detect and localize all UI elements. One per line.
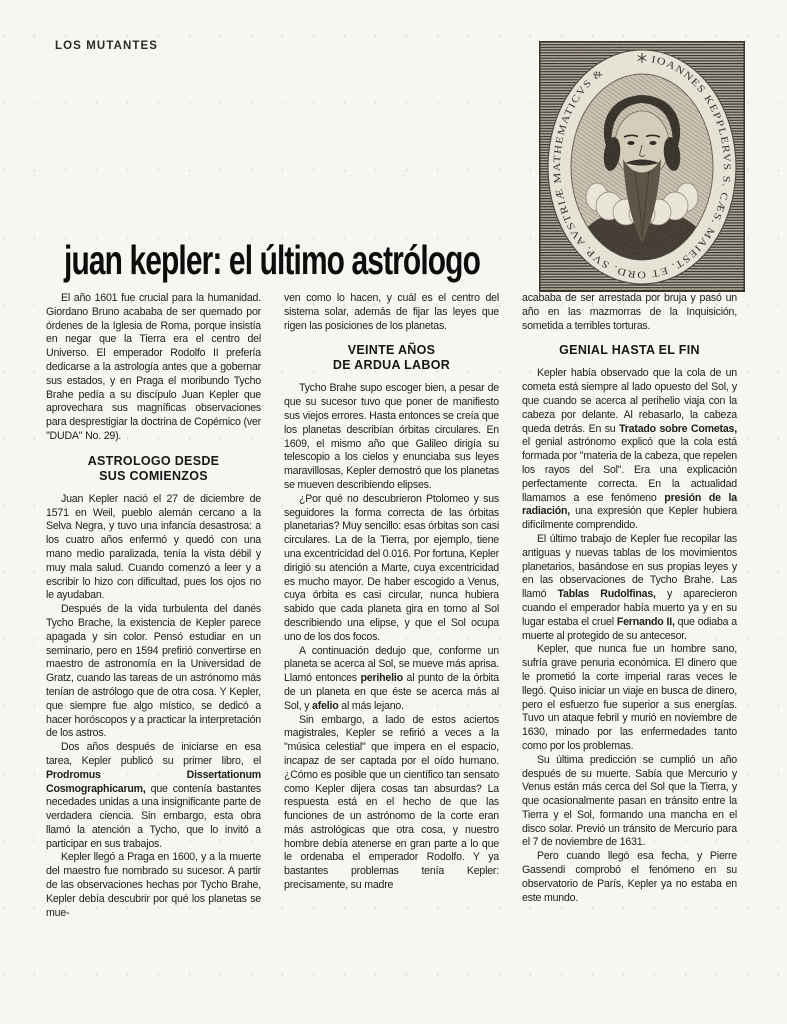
paragraph: ¿Por qué no descubrieron Ptolomeo y sus seguidores la forma correcta de las órbitas planetarias? Muy sencillo: esas órbitas son casi circulares. La de la Tierra, por ejemplo, tiene una excentricidad del 0.016. Por fortuna, Kepler dirigió su atención a Marte, cuya excentricidad es mucho mayor. De haber escogido a Venus, cuya órbita es casi circular, nunca hubiera sabido que cada planeta gira en torno al Sol describiendo una elipse, y que el Sol ocupa uno de los dos focos. <box>284 492 499 643</box>
article-column-3 <box>522 292 737 905</box>
paragraph: A continuación dedujo que, conforme un planeta se acerca al Sol, se mueve más aprisa. Llamó entonces perihelio al punto de la órbita de un planeta en que éste se acerca más al Sol, y afelio al más lejano. <box>284 644 499 712</box>
paragraph: Kepler llegó a Praga en 1600, y a la muerte del maestro fue nombrado su sucesor. A partir de las observaciones hechas por Tycho Brahe, Kepler debía descubrir por qué los planetas se mue- <box>46 851 261 919</box>
paragraph: Después de la vida turbulenta del danés Tycho Brache, la existencia de Kepler parece apagada y sin color. Pensó estudiar en un seminario, pero en 1594 prefirió convertirse en maestro de astronomía en la Universidad de Gratz, cuando las tareas de un astrónomo más tenían de astrólogo que de otra cosa. Y Kepler, que siempre fue algo místico, se dedicó a hacer horóscopos y a practicar la interpretación de los astros. <box>46 603 261 740</box>
masthead: LOS MUTANTES <box>55 40 159 52</box>
kepler-portrait <box>539 41 745 292</box>
engraving-grain-overlay <box>539 41 745 292</box>
paragraph: Kepler había observado que la cola de un cometa está siempre al lado opuesto del Sol, y que cuando se acerca al perihelio viaja con la cabeza por delante. Al rebasarlo, la cabeza queda detrás. En su Tratado sobre Cometas, el genial astrónomo explicó que la cola está formada por "materia de la cabeza, que repelen los rayos del Sol". Era una explicación perfectamente correcta. En la actualidad llamamos a ese fenómeno presión de la radiación, una expresión que Kepler hubiera difícilmente comprendido. <box>522 367 737 532</box>
portrait-engraving <box>539 41 745 292</box>
paragraph: Pero cuando llegó esa fecha, y Pierre Gassendi comprobó el fenómeno en su observatorio de París, Kepler ya no estaba en este mundo. <box>522 850 737 904</box>
section-heading: VEINTE AÑOS DE ARDUA LABOR <box>332 343 451 373</box>
paragraph: El año 1601 fue crucial para la humanidad. Giordano Bruno acababa de ser quemado por órdenes de la Iglesia de Roma, porque insistía en negar que la Tierra era el centro del Universo. El emperador Rodolfo II prefería dedicarse a la astrología antes que a gobernar sus estados, y en Praga el moribundo Tycho Brahe pedía a su discípulo Juan Kepler que aprovechara sus magníficas observaciones para desprestigiar la doctrina de Copérnico (ver "DUDA" No. 29). <box>46 292 261 442</box>
paragraph: Tycho Brahe supo escoger bien, a pesar de que su sucesor tuvo que poner de manifiesto sus viejos errores. Hasta entonces se creía que los planetas describían órbitas circulares. En 1609, el mismo año que Galileo dirigía su telescopio a los cielos y enunciaba sus leyes maravillosas, Kepler demostró que los planetas se mueven describiendo elipses. <box>284 382 499 491</box>
article-column-2 <box>284 292 499 893</box>
article-column-1 <box>46 292 261 920</box>
paragraph: Juan Kepler nació el 27 de diciembre de 1571 en Weil, pueblo alemán cercano a la Selva Negra, y tuvo una infancia desastrosa: a los cuatro años enfermó y quedó con una mano medio paralizada, tenía la vista débil y muy mala salud. Cuando comenzó a leer y a escribir lo hizo con dificultad, pues los ojos no le ayudaban. <box>46 492 261 602</box>
article-title: juan kepler: el último astrólogo <box>64 237 480 284</box>
paragraph: Sin embargo, a lado de estos aciertos magistrales, Kepler se refirió a veces a la "música celestial" que impera en el espacio, incapaz de ser captada por el oído humano. ¿Cómo es posible que un científico tan sensato como Kepler dijera cosas tan absurdas? La respuesta está en el hecho de que las funciones de un astrónomo de la corte eran más astrológicas que otra cosa, y nuestro hombre debía atenerse en gran parte a lo que le ordenaba el emperador Rodolfo. Y ya bastantes problemas tenía Kepler: precisamente, su madre <box>284 713 499 892</box>
paragraph: Dos años después de iniciarse en esa tarea, Kepler publicó su primer libro, el Prodromus Dissertationum Cosmographicarum, que contenía bastantes necedades unidas a una insignificante parte de verdadera ciencia. Sin embargo, esta obra llamó la atención a Tycho, que lo invitó a participar en sus trabajos. <box>46 741 261 850</box>
section-heading: GENIAL HASTA EL FIN <box>559 343 700 358</box>
paragraph: acababa de ser arrestada por bruja y pasó un año en las mazmorras de la Inquisición, sometida a terribles torturas. <box>522 292 737 332</box>
section-heading: ASTROLOGO DESDE SUS COMIENZOS <box>87 453 220 483</box>
paragraph: ven como lo hacen, y cuál es el centro del sistema solar, además de fijar las leyes que rigen las posiciones de los planetas. <box>284 292 499 332</box>
paragraph: Su última predicción se cumplió un año después de su muerte. Sabía que Mercurio y Venus están más cerca del Sol que la Tierra, y que ocasionalmente pasan en tránsito entre la Tierra y el Sol, formando una mancha en el disco solar. Previó un tránsito de Mercurio para el 7 de noviembre de 1631. <box>522 753 737 849</box>
paragraph: Kepler, que nunca fue un hombre sano, sufría grave penuria económica. El dinero que le prometió la corte imperial raras veces le llegó. Quiso iniciar un viaje en busca de dinero, pero el esfuerzo fue superior a sus energías. Tuvo un ataque febril y murió en noviembre de 1630, minado por las enfermedades tanto como por los problemas. <box>522 643 737 752</box>
paragraph: El último trabajo de Kepler fue recopilar las antiguas y nuevas tablas de los movimientos planetarios, basándose en sus propias leyes y en las observaciones de Tycho Brahe. Las llamó Tablas Rudolfinas, y aparecieron cuando el emperador había muerto ya y en su lugar estaba el cruel Fernando II, que odiaba a muerte al protegido de su antecesor. <box>522 532 737 642</box>
